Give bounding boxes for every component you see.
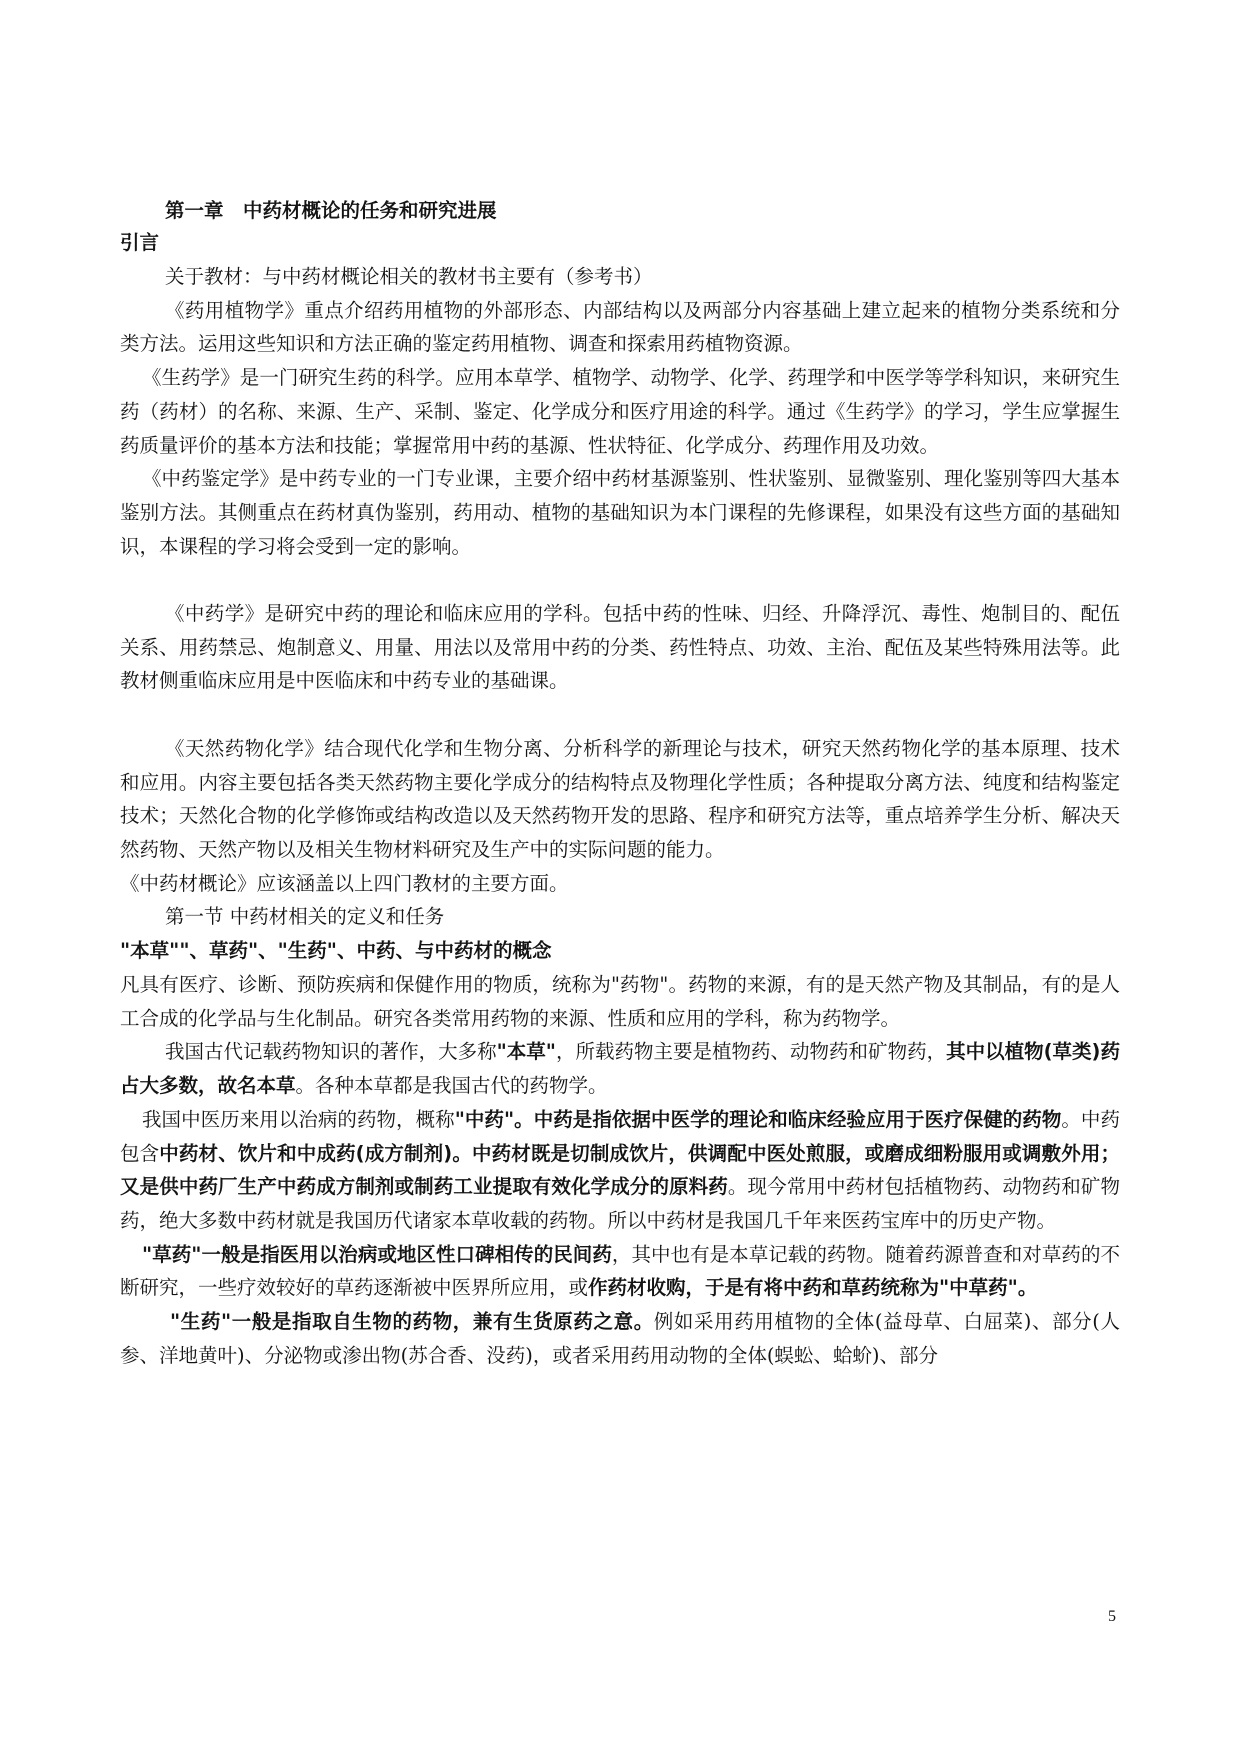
zhongyao-text-3: 。现今常用中药材包括植物药、动物药和矿物药，绝大多数中药材就是我国历代诸家本草收载的药物。所以中药材是我国几千年来医药宝库中的历史产物。 xyxy=(120,1175,1120,1232)
paragraph-identification: 《中药鉴定学》是中药专业的一门专业课，主要介绍中药材基源鉴别、性状鉴别、显微鉴别、理化鉴别等四大基本鉴别方法。其侧重点在药材真伪鉴别，药用动、植物的基础知识为本门课程的先修课程，如果没有这些方面的基础知识，本课程的学习将会受到一定的影响。 xyxy=(120,467,1120,558)
paragraph-plant-botany: 《药用植物学》重点介绍药用植物的外部形态、内部结构以及两部分内容基础上建立起来的植物分类系统和分类方法。运用这些知识和方法正确的鉴定药用植物、调查和探索用药植物资源。 xyxy=(120,298,1120,356)
chapter-title: 第一章 中药材概论的任务和研究进展 xyxy=(165,199,497,222)
paragraph-drug-definition: 凡具有医疗、诊断、预防疾病和保健作用的物质，统称为"药物"。药物的来源，有的是天然产物及其制品，有的是人工合成的化学品与生化制品。研究各类常用药物的来源、性质和应用的学科，称为药物学。 xyxy=(120,973,1120,1030)
zhongyao-text-1: 我国中医历来用以治病的药物，概称 xyxy=(142,1107,455,1131)
page-number: 5 xyxy=(1108,1608,1116,1625)
intro-heading: 引言 xyxy=(120,231,160,254)
zhongyao-text-2: 。中药包含 xyxy=(120,1107,1120,1165)
caoyao-text-1: ，其中也有是本草记载的药物。随着药源普查和对草药的不断研究，一些疗效较好的草药逐渐被中医界所应用，或 xyxy=(120,1242,1120,1300)
zhongyao-bold-2: 中药材、饮片和中成药(成方制剂)。中药材既是切制成饮片，供调配中医处煎服，或磨成细粉服用或调敷外用；又是供中药厂生产中药成方制剂或制药工业提取有效化学成分的原料药 xyxy=(120,1141,1120,1199)
shengyao-text-1: 例如采用药用植物的全体(益母草、白屈菜)、部分(人参、洋地黄叶)、分泌物或渗出物(苏合香、没药)，或者采用药用动物的全体(蜈蚣、蛤蚧)、部分 xyxy=(120,1310,1120,1367)
paragraph-bencao xyxy=(120,1035,1120,1102)
shengyao-bold-1: "生药"一般是指取自生物的药物，兼有生货原药之意。 xyxy=(170,1310,654,1334)
concepts-heading: "本草""、草药"、"生药"、中药、与中药材的概念 xyxy=(120,939,552,963)
paragraph-tcm: 《中药学》是研究中药的理论和临床应用的学科。包括中药的性味、归经、升降浮沉、毒性、炮制目的、配伍关系、用药禁忌、炮制意义、用量、用法以及常用中药的分类、药性特点、功效、主治、配伍及某些特殊用法等。此教材侧重临床应用是中医临床和中药专业的基础课。 xyxy=(120,602,1120,693)
caoyao-bold-2: 作药材收购，于是有将中药和草药统称为"中草药"。 xyxy=(588,1276,1038,1300)
caoyao-bold-1: "草药"一般是指医用以治病或地区性口碑相传的民间药 xyxy=(142,1242,612,1266)
paragraph-pharmacognosy: 《生药学》是一门研究生药的科学。应用本草学、植物学、动物学、化学、药理学和中医学等学科知识，来研究生药（药材）的名称、来源、生产、采制、鉴定、化学成分和医疗用途的科学。通过《生药学》的学习，学生应掌握生药质量评价的基本方法和技能；掌握常用中药的基源、性状特征、化学成分、药理作用及功效。 xyxy=(120,366,1120,457)
paragraph-coverage: 《中药材概论》应该涵盖以上四门教材的主要方面。 xyxy=(120,871,569,895)
textbooks-intro: 关于教材：与中药材概论相关的教材书主要有（参考书） xyxy=(165,265,653,288)
bencao-text-1: 我国古代记载药物知识的著作，大多称 xyxy=(165,1040,497,1064)
paragraph-natural-chemistry: 《天然药物化学》结合现代化学和生物分离、分析科学的新理论与技术，研究天然药物化学的基本原理、技术和应用。内容主要包括各类天然药物主要化学成分的结构特点及物理化学性质；各种提取分离方法、纯度和结构鉴定技术；天然化合物的化学修饰或结构改造以及天然药物开发的思路、程序和研究方法等，重点培养学生分析、解决天然药物、天然产物以及相关生物材料研究及生产中的实际问题的能力。 xyxy=(120,736,1120,861)
bencao-bold-1: "本草" xyxy=(496,1040,556,1064)
page-content xyxy=(120,196,1120,1372)
paragraph-shengyao xyxy=(120,1305,1120,1372)
paragraph-caoyao xyxy=(120,1238,1120,1305)
bencao-bold-2: 其中以植物(草类)药占大多数，故名本草 xyxy=(120,1040,1120,1098)
zhongyao-bold-1: "中药"。中药是指依据中医学的理论和临床经验应用于医疗保健的药物 xyxy=(454,1107,1062,1131)
paragraph-zhongyao xyxy=(120,1103,1120,1238)
bencao-text-2: ，所载药物主要是植物药、动物药和矿物药， xyxy=(555,1040,947,1064)
section-title: 第一节 中药材相关的定义和任务 xyxy=(165,905,445,929)
bencao-text-3: 。各种本草都是我国古代的药物学。 xyxy=(295,1074,608,1098)
